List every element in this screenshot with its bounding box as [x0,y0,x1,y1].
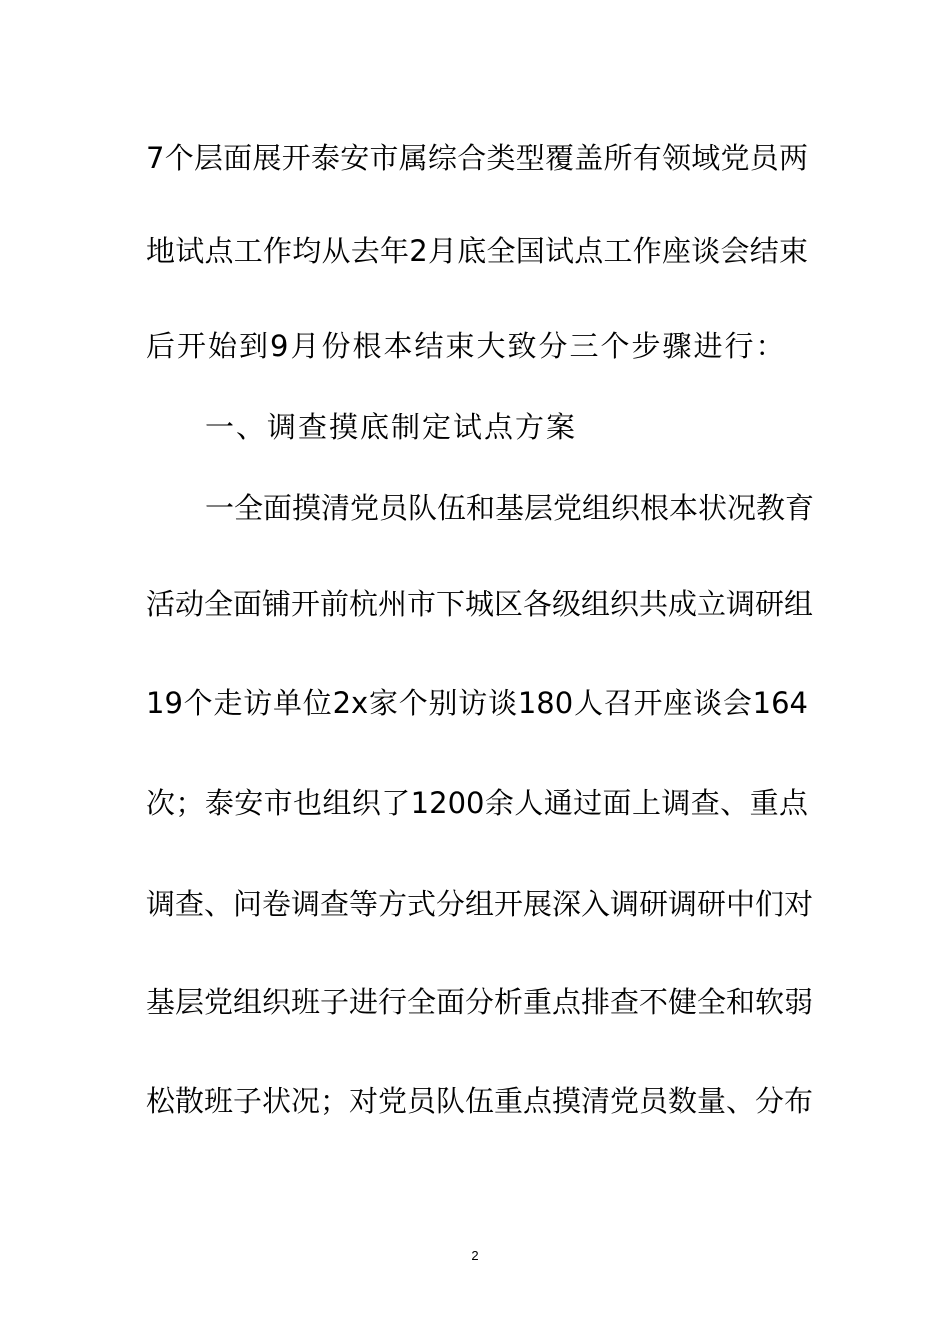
page-number: 2 [471,1248,479,1263]
text-line-10: 基层党组织班子进行全面分析重点排查不健全和软弱 [146,985,814,1019]
text-line-3: 后开始到9月份根本结束大致分三个步骤进行： [146,329,787,363]
text-line-1: 7个层面展开泰安市属综合类型覆盖所有领域党员两 [146,141,808,175]
text-line-9: 调查、问卷调查等方式分组开展深入调研调研中们对 [146,887,814,921]
text-line-6: 活动全面铺开前杭州市下城区各级组织共成立调研组 [146,587,814,621]
text-line-2: 地试点工作均从去年2月底全国试点工作座谈会结束 [146,234,808,268]
text-line-7: 19个走访单位2x家个别访谈180人召开座谈会164 [146,686,808,720]
text-line-11: 松散班子状况；对党员队伍重点摸清党员数量、分布 [146,1084,814,1118]
section-heading: 一、调查摸底制定试点方案 [205,410,578,444]
text-line-5: 一全面摸清党员队伍和基层党组织根本状况教育 [205,491,815,525]
text-line-8: 次；泰安市也组织了1200余人通过面上调查、重点 [146,786,808,820]
